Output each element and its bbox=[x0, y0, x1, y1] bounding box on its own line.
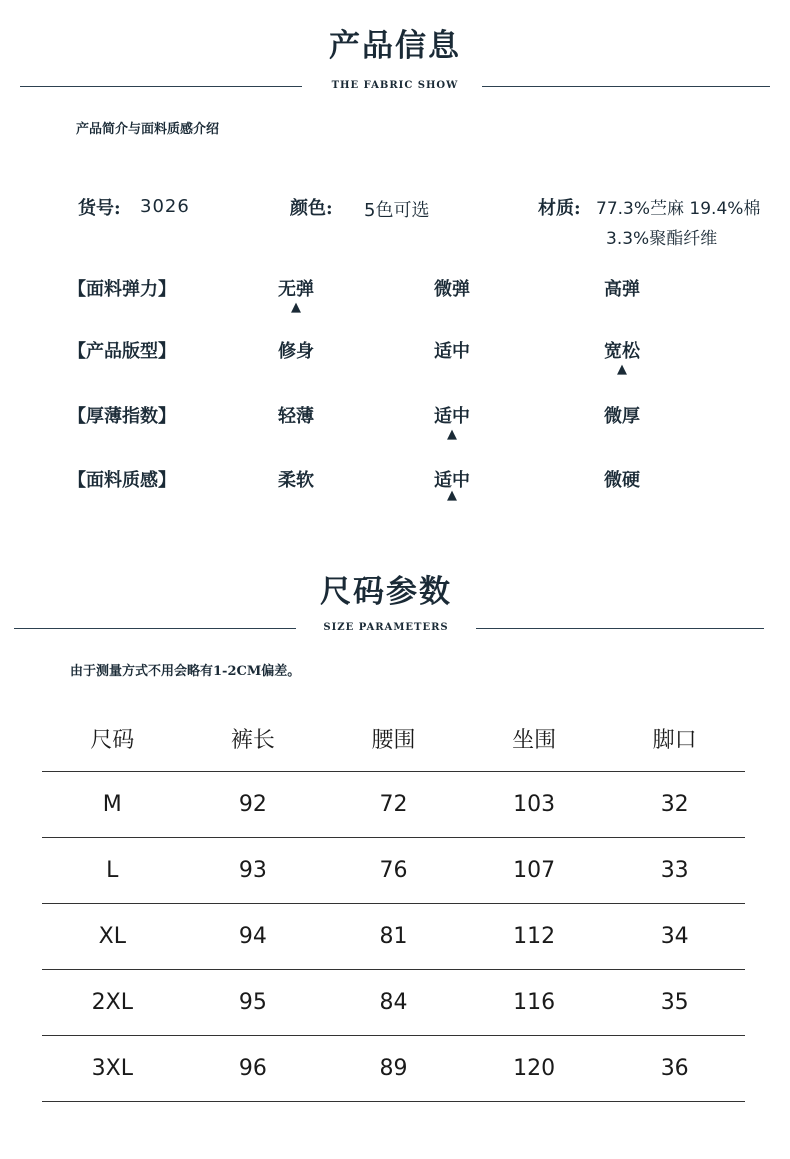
fabric-section-subtitle: THE FABRIC SHOW bbox=[331, 80, 459, 91]
col-header-waist: 腰围 bbox=[323, 706, 464, 772]
col-header-length: 裤长 bbox=[183, 706, 324, 772]
table-row bbox=[42, 1036, 745, 1102]
color-label: 颜色: bbox=[290, 198, 333, 219]
attr-option: 无弹 bbox=[278, 279, 314, 300]
attr-option: 微硬 bbox=[604, 470, 640, 491]
col-header-hip: 坐围 bbox=[464, 706, 605, 772]
table-cell: 3XL bbox=[42, 1036, 183, 1102]
fabric-title-rule-right bbox=[482, 86, 770, 87]
fabric-section-title: 产品信息 bbox=[329, 28, 461, 64]
material-line-1: 77.3%苎麻 19.4%棉 bbox=[596, 199, 761, 219]
table-row bbox=[42, 970, 745, 1036]
col-header-size: 尺码 bbox=[42, 706, 183, 772]
attr-option: 宽松 bbox=[604, 341, 640, 362]
col-header-hem: 脚口 bbox=[604, 706, 745, 772]
table-cell: M bbox=[42, 772, 183, 838]
table-cell: 95 bbox=[183, 970, 324, 1036]
size-title-rule-right bbox=[476, 628, 764, 629]
table-cell: 84 bbox=[323, 970, 464, 1036]
table-cell: 120 bbox=[464, 1036, 605, 1102]
table-cell: 103 bbox=[464, 772, 605, 838]
table-cell: 96 bbox=[183, 1036, 324, 1102]
table-cell: XL bbox=[42, 904, 183, 970]
table-cell: 36 bbox=[604, 1036, 745, 1102]
attr-label-thickness: 【厚薄指数】 bbox=[68, 406, 176, 427]
table-cell: 93 bbox=[183, 838, 324, 904]
table-cell: 81 bbox=[323, 904, 464, 970]
table-cell: 35 bbox=[604, 970, 745, 1036]
table-cell: 107 bbox=[464, 838, 605, 904]
size-section-subtitle: SIZE PARAMETERS bbox=[323, 622, 449, 633]
attr-option: 修身 bbox=[278, 341, 314, 362]
selected-marker-icon: ▲ bbox=[447, 427, 457, 442]
item-no-value: 3026 bbox=[140, 196, 190, 217]
table-row bbox=[42, 904, 745, 970]
attr-option: 适中 bbox=[434, 470, 470, 491]
size-table-header-row bbox=[42, 706, 745, 772]
selected-marker-icon: ▲ bbox=[447, 488, 457, 503]
fabric-intro: 产品简介与面料质感介绍 bbox=[76, 122, 220, 137]
table-cell: L bbox=[42, 838, 183, 904]
item-no-label: 货号: bbox=[78, 198, 121, 219]
size-table bbox=[42, 706, 745, 1102]
attr-label-fit: 【产品版型】 bbox=[68, 341, 176, 362]
table-row bbox=[42, 772, 745, 838]
selected-marker-icon: ▲ bbox=[617, 362, 627, 377]
table-row bbox=[42, 838, 745, 904]
attr-option: 轻薄 bbox=[278, 406, 314, 427]
table-cell: 112 bbox=[464, 904, 605, 970]
attr-label-stretch: 【面料弹力】 bbox=[68, 279, 176, 300]
attr-label-texture: 【面料质感】 bbox=[68, 470, 176, 491]
table-cell: 116 bbox=[464, 970, 605, 1036]
size-note: 由于测量方式不用会略有1-2CM偏差。 bbox=[70, 664, 301, 679]
material-line-2: 3.3%聚酯纤维 bbox=[606, 229, 718, 249]
attr-option: 微厚 bbox=[604, 406, 640, 427]
table-cell: 94 bbox=[183, 904, 324, 970]
table-cell: 33 bbox=[604, 838, 745, 904]
attr-option: 微弹 bbox=[434, 279, 470, 300]
attr-option: 柔软 bbox=[278, 470, 314, 491]
table-cell: 76 bbox=[323, 838, 464, 904]
attr-option: 适中 bbox=[434, 341, 470, 362]
table-cell: 72 bbox=[323, 772, 464, 838]
table-cell: 89 bbox=[323, 1036, 464, 1102]
attr-option: 适中 bbox=[434, 406, 470, 427]
table-cell: 92 bbox=[183, 772, 324, 838]
size-section-title: 尺码参数 bbox=[320, 574, 452, 610]
table-cell: 32 bbox=[604, 772, 745, 838]
attr-option: 高弹 bbox=[604, 279, 640, 300]
color-value: 5色可选 bbox=[364, 200, 430, 221]
table-cell: 2XL bbox=[42, 970, 183, 1036]
table-cell: 34 bbox=[604, 904, 745, 970]
material-label: 材质: bbox=[538, 198, 581, 219]
selected-marker-icon: ▲ bbox=[291, 300, 301, 315]
